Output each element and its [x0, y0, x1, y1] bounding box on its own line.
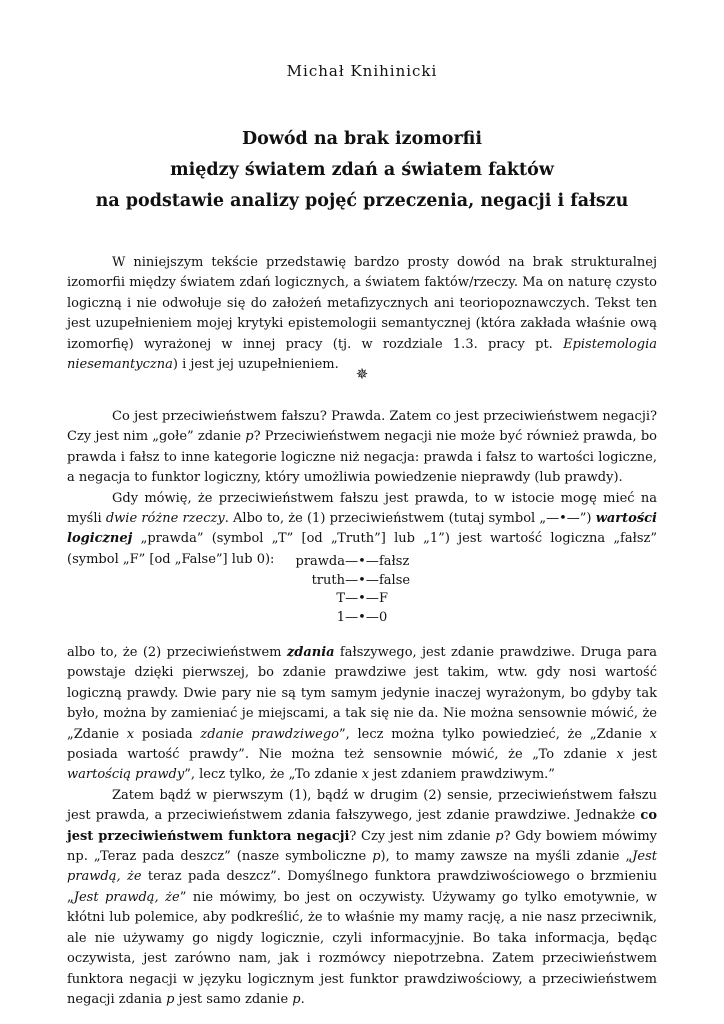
- intro-text-2: ) i jest jej uzupełnieniem.: [172, 357, 339, 373]
- text: jest samo zdanie: [174, 991, 293, 1007]
- text: ” nie mówimy, bo jest on oczywisty. Używamy go tylko emotywnie, w kłótni lub polemice, aby podkreślić, że to właśnie my mamy rację, a nie nasz przeciwnik, ale nie używamy go nigdy logicznie, czyli informacyjnie. Bo taka informacja, będąc oczywista, jest zarówno nam, jak i rozmówcy niepotrzebna. Zatem przeciwieństwem funktora negacji w języku logicznym jest funktor prawdziwościowy, a przeciwieństwem negacji zdania: [67, 889, 657, 1007]
- intro-text-1: W niniejszym tekście przedstawię bardzo prosty dowód na brak strukturalnej izomorfii między światem zdań logicznych, a światem faktów/rzeczy. Ma on naturę czysto logiczną i nie odwołuje się do założeń metafizycznych ani teoriopoznawczych. Tekst ten jest uzupełnieniem mojej krytyki epistemologii semantycznej (która zakłada właśnie ową izomorfię) wyrażonej w innej pracy (tj. w rozdziale 1.3. pracy pt.: [67, 255, 657, 352]
- author-name: Michał Knihinicki: [286, 62, 438, 80]
- snowflake-asterisk-icon: ✵: [355, 365, 369, 383]
- text: jest: [623, 747, 657, 763]
- title-line-2: między światem zdań a światem faktów: [170, 160, 554, 180]
- var-x: x: [126, 726, 135, 742]
- text: ”, lecz tylko, że „To zdanie: [184, 767, 362, 783]
- var-p: p: [292, 991, 301, 1007]
- text: jest zdaniem prawdziwym.”: [369, 767, 555, 783]
- formula-right: false: [379, 572, 411, 588]
- formula-right: F: [379, 591, 389, 606]
- text: albo to, że (2) przeciwieństwem: [67, 645, 287, 660]
- strong-emphasis: wartości logicznej: [67, 511, 657, 547]
- text: posiada wartość prawdy”. Nie można też sensownie mówić, że „To zdanie: [67, 747, 617, 763]
- var-p: p: [245, 429, 254, 445]
- paragraph-1: [67, 407, 657, 489]
- title-line-3: na podstawie analizy pojęć przeczenia, negacji i fałszu: [95, 191, 629, 211]
- var-p: p: [166, 991, 175, 1007]
- text: ”, lecz można tylko powiedzieć, że „Zdanie: [339, 726, 650, 742]
- opposition-symbol: —•—: [345, 554, 379, 569]
- intro-section: [67, 253, 657, 375]
- work-title: Epistemologia niesemantyczna: [67, 336, 657, 373]
- text: teraz pada deszcz”. Domyślnego funktora prawdziwościowego o brzmieniu „: [67, 869, 657, 905]
- text: ? Gdy bowiem mówimy np. „Teraz pada deszcz” (nasze symboliczne: [67, 828, 657, 865]
- var-p: p: [372, 849, 381, 865]
- formula-left: prawda: [295, 554, 345, 569]
- text: fałszywego, jest zdanie prawdziwe. Druga para powstaje dzięki pierwszej, bo zdanie prawdziwe jest takim, wtw. gdy nosi wartość logiczną prawdy. Dwie pary nie są tym samym jedynie inaczej wyrażonym, bo gdyby tak było, można by zamieniać je miejscami, a tak się nie da. Nie można sensownie mówić, że „Zdanie: [67, 645, 657, 742]
- text: Co jest przeciwieństwem fałszu? Prawda. Zatem co jest przeciwieństwem negacji? Czy jest nim „gołe” zdanie: [67, 409, 657, 445]
- text: ? Czy jest nim zdanie: [349, 828, 496, 844]
- paragraph-3: [67, 643, 657, 786]
- text: Zatem bądź w pierwszym (1), bądź w drugim (2) sensie, przeciwieństwem fałszu jest prawda, a przeciwieństwem zdania fałszywego, jest zdanie prawdziwe. Jednakże: [67, 787, 657, 824]
- title-line-1: Dowód na brak izomorfii: [241, 129, 483, 149]
- var-x: x: [616, 747, 624, 763]
- opposition-formula: [0, 553, 724, 627]
- formula-left: T: [336, 591, 345, 606]
- document-title: [0, 124, 724, 217]
- paragraph-4: [67, 786, 657, 1010]
- text: . Albo to, że (1) przeciwieństwem (tutaj symbol „—•—”): [224, 511, 596, 527]
- text: Gdy mówię, że przeciwieństwem fałszu jest prawda, to w istocie mogę mieć na myśli: [67, 490, 657, 527]
- body-section-2: [67, 643, 657, 1010]
- emphasis: wartością prawdy: [67, 767, 185, 783]
- text: posiada: [134, 726, 201, 742]
- emphasis: Jest prawdą, że: [73, 889, 180, 905]
- strong-emphasis: zdania: [286, 645, 335, 660]
- intro-paragraph: [67, 253, 657, 375]
- var-x: x: [361, 767, 370, 783]
- emphasis: Jest prawdą, że: [67, 849, 657, 885]
- opposition-symbol: —•—: [345, 591, 379, 606]
- opposition-symbol: —•—: [345, 609, 379, 625]
- text: ? Przeciwieństwem negacji nie może być również prawda, bo prawda i fałsz to inne kategorie logiczne niż negacja: prawda i fałsz to wartości logiczne, a negacja to funktor logiczny, który umożliwia powiedzenie nieprawdy (lub prawdy).: [67, 429, 657, 486]
- formula-row: [0, 572, 724, 591]
- formula-left: truth: [311, 572, 345, 588]
- formula-left: 1: [336, 609, 345, 625]
- emphasis: dwie różne rzeczy: [105, 511, 225, 527]
- formula-row: [0, 553, 724, 572]
- body-section-1: [67, 407, 657, 570]
- formula-right: fałsz: [379, 554, 410, 569]
- text: „prawda” (symbol „T” [od „Truth”] lub „1”) jest wartość logiczna „fałsz” (symbol „F” [od „False”] lub 0):: [67, 531, 657, 567]
- formula-row: [0, 609, 724, 628]
- var-p: p: [495, 828, 504, 844]
- opposition-symbol: —•—: [345, 572, 379, 588]
- text: .: [300, 991, 305, 1007]
- strong-text: co jest przeciwieństwem funktora negacji: [67, 808, 657, 844]
- formula-right: 0: [379, 609, 388, 625]
- var-x: x: [649, 726, 657, 742]
- text: ), to mamy zawsze na myśli zdanie „: [380, 849, 633, 865]
- emphasis: zdanie prawdziwego: [200, 726, 340, 742]
- formula-row: [0, 590, 724, 609]
